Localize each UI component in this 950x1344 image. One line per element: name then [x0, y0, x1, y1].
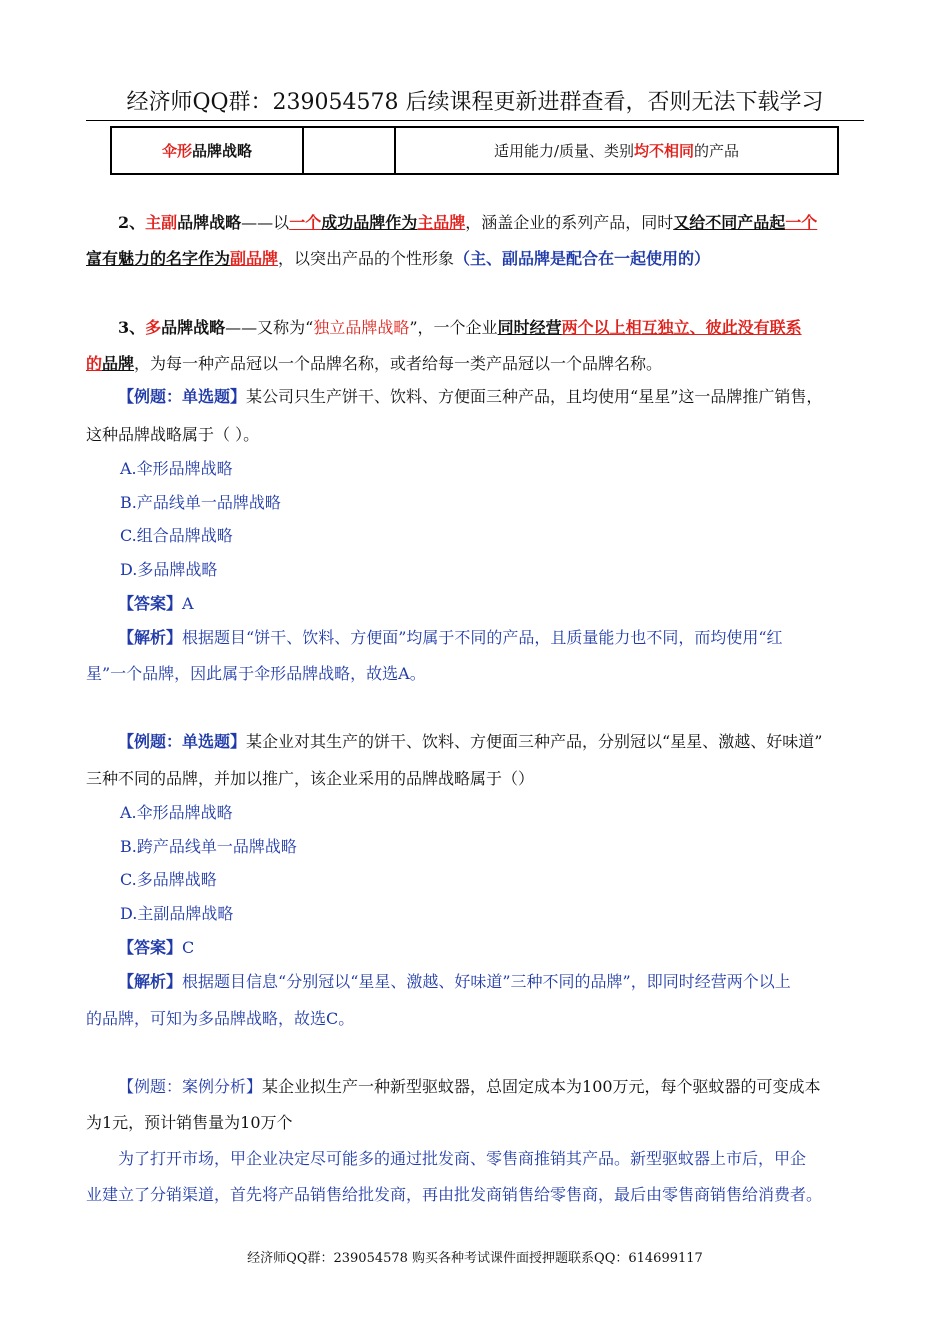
table-row: [111, 127, 838, 174]
q2-answer-value: C: [182, 938, 195, 957]
strategy-name-red: 伞形: [161, 142, 192, 160]
q1-text1: 某公司只生产饼干、饮料、方便面三种产品，且均使用“星星”这一品牌推广销售，: [246, 387, 823, 406]
q1-answer-tag: 【答案】: [118, 594, 183, 613]
sec2-text: ，涵盖企业的系列产品，同时: [465, 213, 674, 232]
q3-tag: 【例题：案例分析】: [118, 1077, 263, 1096]
sec2-num: 2、: [118, 213, 146, 232]
q2-analysis-tag: 【解析】: [118, 972, 183, 991]
q2-option-d: D.主副品牌战略: [120, 904, 234, 923]
strategy-desc-cell: [395, 127, 838, 174]
q2-analysis1: 根据题目信息“分别冠以“星星、激越、好味道”三种不同的品牌”，即同时经营两个以上: [182, 972, 791, 991]
q2-option-c: C.多品牌战略: [120, 870, 217, 889]
page-header: 经济师QQ群：239054578 后续课程更新进群查看，否则无法下载学习: [86, 88, 864, 121]
q2-answer-tag: 【答案】: [118, 938, 183, 957]
q2-line2: 三种不同的品牌，并加以推广，该企业采用的品牌战略属于（）: [86, 769, 535, 788]
sec3-independent: 独立品牌战略: [313, 318, 410, 337]
sec3-of: 的: [86, 354, 103, 373]
strategy-name-rest: 品牌战略: [192, 142, 253, 160]
q1-tag: 【例题：单选题】: [118, 387, 247, 406]
sec3-aka: ——又称为“: [225, 318, 314, 337]
sec3-multi: 多: [145, 318, 162, 337]
sec2-give: 又给不同产品起: [673, 213, 786, 232]
sec3-title: 品牌战略: [161, 318, 226, 337]
q1-analysis-tag: 【解析】: [118, 628, 183, 647]
empty-cell: [303, 127, 395, 174]
q1-option-c: C.组合品牌战略: [120, 526, 233, 545]
q1-line2: 这种品牌战略属于（ ）。: [86, 425, 260, 444]
sec2-note: （主、副品牌是配合在一起使用的）: [454, 249, 711, 268]
q1-option-b: B.产品线单一品牌战略: [120, 493, 281, 512]
sec2-highlight: ，以突出产品的个性形象: [278, 249, 455, 268]
desc-red: 均不相同: [634, 142, 695, 160]
sec3-line1: [118, 317, 908, 339]
sec2-dash: ——以: [241, 213, 290, 232]
page-footer: 经济师QQ群：239054578 购买各种考试课件面授押题联系QQ：614699117: [247, 1251, 703, 1266]
q2-text1: 某企业对其生产的饼干、饮料、方便面三种产品，分别冠以“星星、激越、好味道”: [246, 732, 823, 751]
sec2-sub-brand: 副品牌: [230, 249, 279, 268]
q3-para-line1: 为了打开市场，甲企业决定尽可能多的通过批发商、零售商推销其产品。新型驱蚊器上市后，甲企: [118, 1149, 807, 1168]
q2-analysis-line1: [118, 971, 908, 993]
sec2-main-sub: 主副: [145, 213, 178, 232]
sec2-success: 成功品牌作为: [321, 213, 418, 232]
q3-para-line2: 业建立了分销渠道，首先将产品销售给批发商，再由批发商销售给零售商，最后由零售商销售给消费者。: [86, 1185, 823, 1204]
sec2-line2: [86, 248, 876, 270]
sec3-company: ”，一个企业: [409, 318, 498, 337]
sec2-title: 品牌战略: [177, 213, 242, 232]
q2-analysis-line2: 的品牌，可知为多品牌战略，故选C。: [86, 1009, 355, 1028]
sec3-operate: 同时经营: [497, 318, 562, 337]
desc-b: 的产品: [694, 142, 740, 160]
sec3-text: ，为每一种产品冠以一个品牌名称，或者给每一类产品冠以一个品牌名称。: [134, 354, 663, 373]
desc-a: 适用能力/质量、类别: [493, 142, 635, 160]
sec2-line1: [118, 212, 908, 234]
q1-analysis1: 根据题目“饼干、饮料、方便面”均属于不同的产品，且质量能力也不同，而均使用“红: [182, 628, 783, 647]
q1-analysis-line2: 星”一个品牌，因此属于伞形品牌战略，故选A。: [86, 664, 426, 683]
q1-option-a: A.伞形品牌战略: [120, 459, 233, 478]
sec3-line2: [86, 353, 876, 375]
q2-tag: 【例题：单选题】: [118, 732, 247, 751]
q3-line1: [118, 1076, 908, 1098]
q1-line1: [118, 386, 908, 408]
q2-option-b: B.跨产品线单一品牌战略: [120, 837, 297, 856]
sec2-one: 一个: [289, 213, 322, 232]
strategy-table: [110, 126, 839, 175]
sec3-brand: 品牌: [102, 354, 135, 373]
sec2-charm: 富有魅力的名字作为: [86, 249, 231, 268]
q2-option-a: A.伞形品牌战略: [120, 803, 233, 822]
q1-answer-value: A: [182, 594, 194, 613]
q1-analysis-line1: [118, 627, 908, 649]
q2-answer: [118, 937, 908, 959]
sec3-two-plus: 两个以上相互独立、彼此没有联系: [561, 318, 802, 337]
q3-line2: 为1元，预计销售量为10万个: [86, 1113, 293, 1132]
strategy-name-cell: [111, 127, 303, 174]
sec3-num: 3、: [118, 318, 146, 337]
q2-line1: [118, 731, 908, 753]
q1-option-d: D.多品牌战略: [120, 560, 218, 579]
sec2-one2: 一个: [785, 213, 818, 232]
q1-answer: [118, 593, 908, 615]
q3-text1: 某企业拟生产一种新型驱蚊器，总固定成本为100万元，每个驱蚊器的可变成本: [262, 1077, 821, 1096]
sec2-main-brand: 主品牌: [417, 213, 466, 232]
